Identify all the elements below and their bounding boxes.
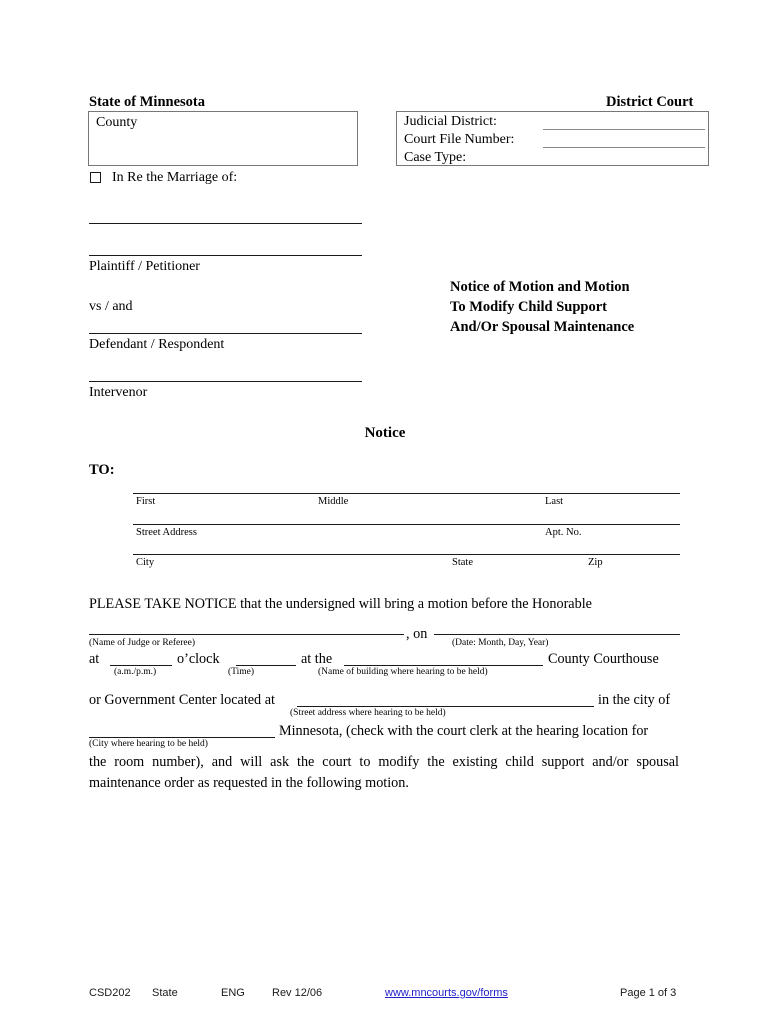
footer-language: ENG <box>221 987 245 999</box>
city-state-zip-input[interactable] <box>133 554 680 555</box>
court-file-number-row[interactable] <box>397 132 708 150</box>
court-heading: District Court <box>606 94 694 110</box>
county-courthouse-text: County Courthouse <box>548 651 659 667</box>
street-address-input[interactable] <box>133 524 680 525</box>
zip-label: Zip <box>588 557 603 568</box>
county-label: County <box>96 115 138 130</box>
at-the-text: at the <box>301 651 333 667</box>
judge-name-input[interactable] <box>89 634 404 635</box>
intervenor-name-line[interactable] <box>89 381 362 382</box>
judicial-district-input[interactable] <box>543 129 705 130</box>
hearing-street-address-caption: (Street address where hearing to be held) <box>290 708 446 718</box>
in-the-city-of-text: in the city of <box>598 692 671 708</box>
petitioner-name-line-2[interactable] <box>89 255 362 256</box>
notice-heading: Notice <box>364 425 406 441</box>
hearing-city-caption: (City where hearing to be held) <box>89 739 208 749</box>
respondent-name-line[interactable] <box>89 333 362 334</box>
state-heading: State of Minnesota <box>89 94 205 110</box>
time-caption: (Time) <box>228 667 255 677</box>
defendant-respondent-label: Defendant / Respondent <box>89 337 225 352</box>
building-name-input[interactable] <box>344 665 543 666</box>
court-file-number-label: Court File Number: <box>404 132 515 147</box>
county-box[interactable] <box>88 111 358 166</box>
ampm-input[interactable] <box>110 665 172 666</box>
judge-name-caption: (Name of Judge or Referee) <box>89 638 196 648</box>
intervenor-label: Intervenor <box>89 385 148 400</box>
please-take-notice-text: PLEASE TAKE NOTICE that the undersigned will bring a motion before the Honorable <box>89 596 592 612</box>
case-type-row[interactable] <box>397 150 708 168</box>
hearing-city-input[interactable] <box>89 737 275 738</box>
petitioner-name-line-1[interactable] <box>89 223 362 224</box>
street-address-label: Street Address <box>136 527 197 538</box>
apt-no-label: Apt. No. <box>545 527 582 538</box>
footer-forms-link[interactable]: www.mncourts.gov/forms <box>385 987 508 999</box>
ampm-caption: (a.m./p.m.) <box>114 667 157 677</box>
recipient-name-input[interactable] <box>133 493 680 494</box>
case-info-box <box>396 111 709 166</box>
footer-scope: State <box>152 987 178 999</box>
oclock-text: o’clock <box>177 651 220 667</box>
minnesota-clause-text: Minnesota, (check with the court clerk at the hearing location for <box>279 723 649 739</box>
to-label: TO: <box>89 462 115 478</box>
in-re-marriage-checkbox[interactable] <box>90 172 101 183</box>
footer-page-number: Page 1 of 3 <box>620 987 677 999</box>
hearing-date-caption: (Date: Month, Day, Year) <box>452 638 549 648</box>
time-input[interactable] <box>236 665 296 666</box>
city-label: City <box>136 557 155 568</box>
middle-name-label: Middle <box>318 496 349 507</box>
at-text: at <box>89 651 100 667</box>
hearing-date-input[interactable] <box>434 634 680 635</box>
plaintiff-petitioner-label: Plaintiff / Petitioner <box>89 259 200 274</box>
document-title-line-2: To Modify Child Support <box>450 299 608 315</box>
in-re-marriage-label: In Re the Marriage of: <box>112 170 238 185</box>
hearing-street-address-input[interactable] <box>297 706 594 707</box>
case-type-label: Case Type: <box>404 150 467 165</box>
footer-revision: Rev 12/06 <box>272 987 323 999</box>
final-paragraph: the room number), and will ask the court to modify the existing child support and/or spousal maintenance order as requested in the following motion. <box>89 754 679 791</box>
document-title-line-3: And/Or Spousal Maintenance <box>450 319 635 335</box>
state-label: State <box>452 557 473 568</box>
footer-form-code: CSD202 <box>89 987 131 999</box>
judicial-district-label: Judicial District: <box>404 114 497 129</box>
comma-on-text: , on <box>406 626 428 642</box>
vs-and-label: vs / and <box>89 299 133 314</box>
document-title-line-1: Notice of Motion and Motion <box>450 279 630 295</box>
first-name-label: First <box>136 496 156 507</box>
government-center-text: or Government Center located at <box>89 692 275 708</box>
document-title <box>450 277 700 337</box>
court-file-number-input[interactable] <box>543 147 705 148</box>
judicial-district-row[interactable] <box>397 114 708 132</box>
building-name-caption: (Name of building where hearing to be held) <box>318 667 488 677</box>
last-name-label: Last <box>545 496 564 507</box>
